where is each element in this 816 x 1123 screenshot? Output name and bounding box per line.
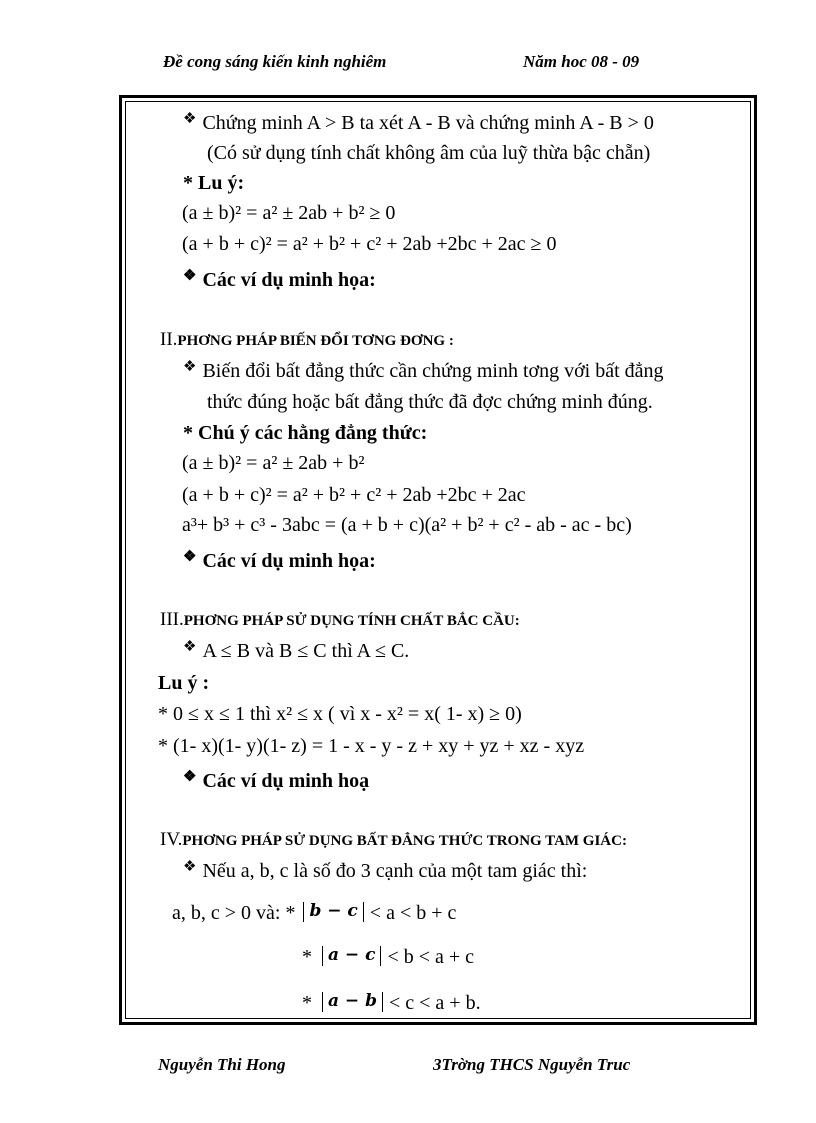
abs-a-minus-c: a − c <box>322 946 381 966</box>
header-left: Đề cong sáng kiến kinh nghiêm <box>163 52 387 71</box>
bullet-icon: ❖ <box>183 268 197 284</box>
line-2: (Có sử dụng tính chất không âm của luỹ thừa bậc chẵn) <box>207 142 651 164</box>
note-1: * 0 ≤ x ≤ 1 thì x² ≤ x ( vì x - x² = x( 1- x) ≥ 0) <box>158 703 522 725</box>
triangle-inequality-1: a, b, c > 0 và: * b − c < a < b + c <box>172 901 457 924</box>
line-1: ❖ Chứng minh A > B ta xét A - B và chứng minh A - B > 0 <box>183 111 654 134</box>
examples-heading-2: ❖ Các ví dụ minh họa: <box>183 549 376 572</box>
note-2: * (1- x)(1- y)(1- z) = 1 - x - y - z + xy + yz + xz - xyz <box>158 735 585 757</box>
formula-1: (a ± b)² = a² ± 2ab + b² ≥ 0 <box>182 202 396 224</box>
note-heading: * Lu ý: <box>183 172 245 194</box>
identity-3: a³+ b³ + c³ - 3abc = (a + b + c)(a² + b² + c² - ab - ac - bc) <box>182 514 632 536</box>
identity-1: (a ± b)² = a² ± 2ab + b² <box>182 452 365 474</box>
triangle-inequality-3: * a − b < c < a + b. <box>302 991 481 1014</box>
triangle-condition: ❖ Nếu a, b, c là số đo 3 cạnh của một tam giác thì: <box>183 859 588 882</box>
formula-2: (a + b + c)² = a² + b² + c² + 2ab +2bc + 2ac ≥ 0 <box>182 233 557 255</box>
examples-heading-1: ❖ Các ví dụ minh họa: <box>183 268 376 291</box>
identity-2: (a + b + c)² = a² + b² + c² + 2ab +2bc + 2ac <box>182 484 526 506</box>
identities-heading: * Chú ý các hằng đẳng thức: <box>183 422 428 444</box>
footer-right: 3Trờng THCS Nguyễn Truc <box>433 1055 631 1074</box>
abs-a-minus-b: a − b <box>322 992 383 1012</box>
transitive-rule: ❖ A ≤ B và B ≤ C thì A ≤ C. <box>183 639 410 662</box>
note-heading-2: Lu ý : <box>158 672 210 694</box>
section-4-title: IV.PHƠNG PHÁP SỬ DỤNG BẤT ĐẲNG THỨC TRONG TAM GIÁC: <box>160 829 627 850</box>
bullet-icon: ❖ <box>183 359 197 375</box>
abs-b-minus-c: b − c <box>303 902 363 922</box>
bullet-icon: ❖ <box>183 111 197 127</box>
bullet-icon: ❖ <box>183 549 197 565</box>
bullet-icon: ❖ <box>183 859 197 875</box>
section-3-title: III.PHƠNG PHÁP SỬ DỤNG TÍNH CHẤT BẮC CẦU: <box>160 609 520 630</box>
examples-heading-3: ❖ Các ví dụ minh hoạ <box>183 769 370 792</box>
line-8: thức đúng hoặc bất đẳng thức đã đợc chứng minh đúng. <box>207 391 653 413</box>
footer-left: Nguyễn Thi Hong <box>158 1055 286 1074</box>
triangle-inequality-2: * a − c < b < a + c <box>302 945 475 968</box>
line-7: ❖ Biến đổi bất đẳng thức cần chứng minh tơng với bất đẳng <box>183 359 664 382</box>
bullet-icon: ❖ <box>183 769 197 785</box>
header-right: Năm hoc 08 - 09 <box>523 52 640 71</box>
bullet-icon: ❖ <box>183 639 197 655</box>
section-2-title: II.PHƠNG PHÁP BIẾN ĐỔI TƠNG ĐƠNG : <box>160 329 454 350</box>
